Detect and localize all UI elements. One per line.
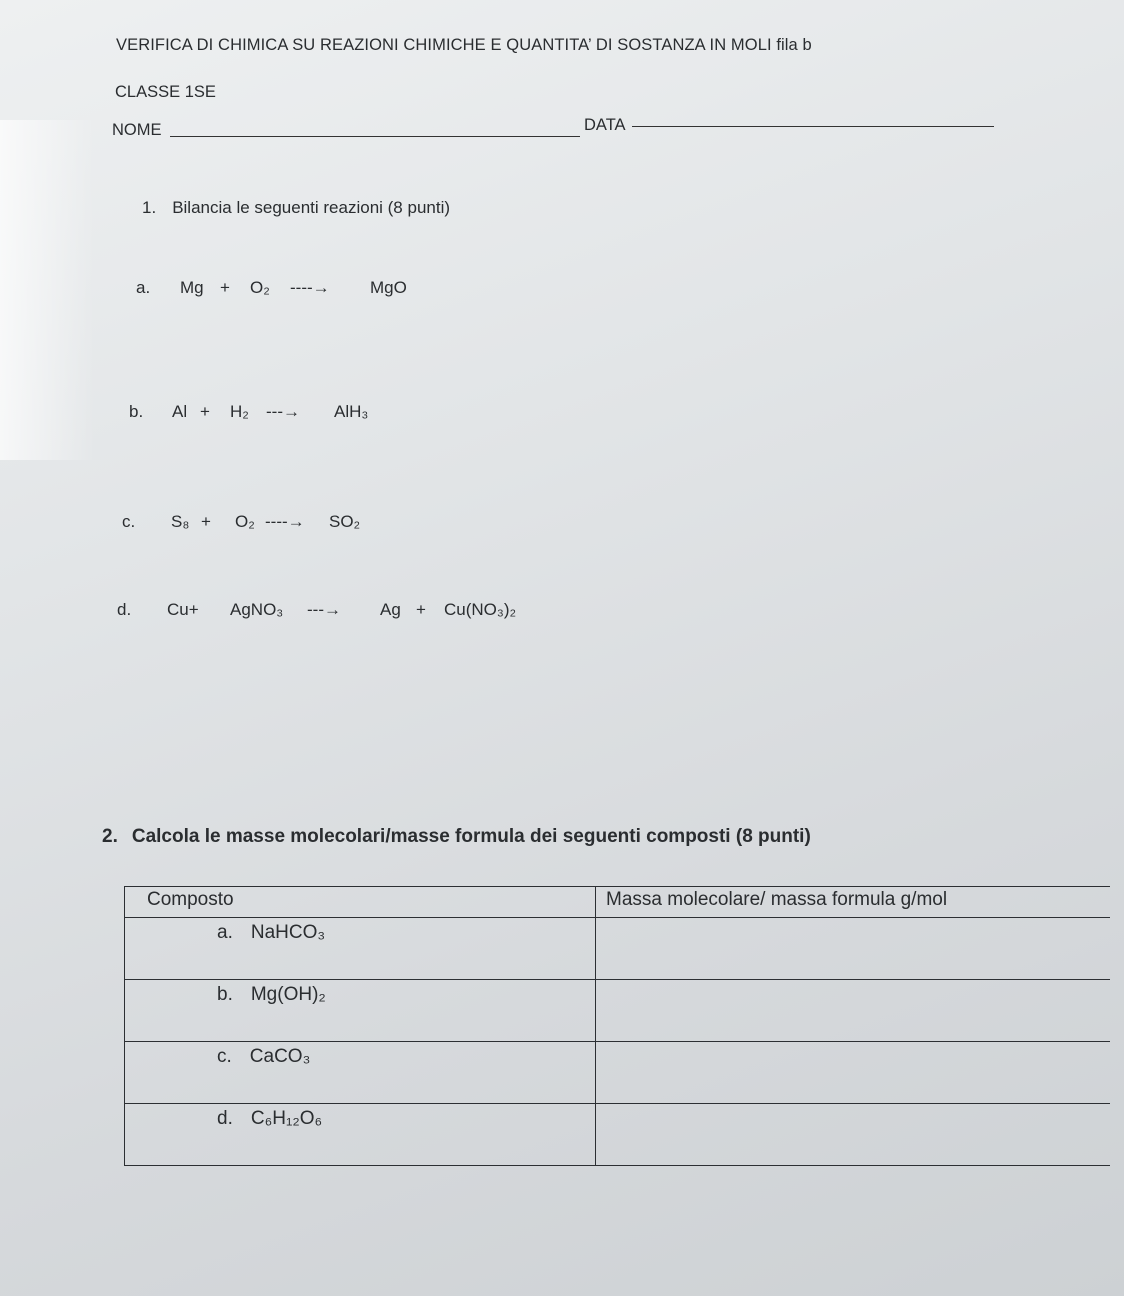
header-mass: Massa molecolare/ massa formula g/mol (596, 887, 1111, 918)
question-1-text: Bilancia le seguenti reazioni (8 punti) (172, 198, 451, 217)
question-1-number: 1. (142, 198, 157, 217)
reaction-d (117, 600, 516, 620)
date-label: DATA (584, 116, 626, 134)
reactant: AgNO₃ (230, 600, 284, 619)
question-1 (142, 198, 450, 218)
reaction-arrow: ----→ (265, 512, 305, 531)
question-2-text: Calcola le masse molecolari/masse formula dei seguenti composti (8 punti) (131, 826, 811, 847)
question-2 (102, 826, 811, 848)
molar-mass-table (124, 886, 1110, 1166)
reaction-a (136, 278, 407, 298)
date-field-line[interactable] (632, 126, 994, 127)
reactant: Al (172, 402, 188, 421)
name-label: NOME (112, 121, 162, 139)
class-label: CLASSE 1SE (115, 83, 216, 101)
reactant: O₂ (250, 278, 270, 297)
plus-sign: + (201, 512, 211, 531)
mass-answer-cell[interactable] (596, 1042, 1111, 1104)
reaction-b (129, 402, 368, 422)
compound-cell (125, 918, 596, 980)
compound-item (217, 922, 325, 944)
table-header-row (125, 887, 1111, 918)
worksheet-title: VERIFICA DI CHIMICA SU REAZIONI CHIMICHE E QUANTITA’ DI SOSTANZA IN MOLI fila b (116, 36, 812, 54)
question-2-number: 2. (102, 826, 118, 847)
reaction-arrow: ----→ (290, 278, 330, 297)
mass-answer-cell[interactable] (596, 1104, 1111, 1166)
table-row (125, 918, 1111, 980)
reactant: H₂ (230, 402, 249, 421)
reactant: O₂ (235, 512, 255, 531)
reaction-label: b. (129, 402, 144, 421)
compound-formula: C₆H₁₂O₆ (250, 1108, 323, 1129)
table-row (125, 1104, 1111, 1166)
plus-sign: + (200, 402, 210, 421)
reactant: Mg (180, 278, 204, 297)
table-row (125, 1042, 1111, 1104)
plus-sign: + (220, 278, 230, 297)
row-letter: d. (217, 1108, 233, 1129)
compound-item (217, 1046, 310, 1068)
compound-cell (125, 980, 596, 1042)
reaction-arrow: ---→ (266, 402, 300, 421)
product: AlH₃ (334, 402, 369, 421)
row-letter: b. (217, 984, 233, 1005)
product: MgO (370, 278, 407, 297)
plus-sign: + (416, 600, 426, 619)
name-field-line[interactable] (170, 136, 580, 137)
compound-item (217, 1108, 322, 1130)
reaction-label: c. (122, 512, 136, 531)
reaction-arrow: ---→ (307, 600, 341, 619)
compound-cell (125, 1042, 596, 1104)
compound-cell (125, 1104, 596, 1166)
product: SO₂ (329, 512, 361, 531)
reaction-label: d. (117, 600, 132, 619)
table-row (125, 980, 1111, 1042)
row-letter: c. (217, 1046, 232, 1067)
reaction-label: a. (136, 278, 151, 297)
mass-answer-cell[interactable] (596, 918, 1111, 980)
paper-glare (0, 120, 95, 460)
compound-formula: NaHCO₃ (250, 922, 326, 943)
mass-answer-cell[interactable] (596, 980, 1111, 1042)
product: Ag (380, 600, 401, 619)
row-letter: a. (217, 922, 233, 943)
header-compound: Composto (125, 887, 596, 918)
reaction-c (122, 512, 360, 532)
compound-formula: CaCO₃ (249, 1046, 311, 1067)
reactant: S₈ (171, 512, 190, 531)
compound-item (217, 984, 326, 1006)
product: Cu(NO₃)₂ (444, 600, 517, 619)
compound-formula: Mg(OH)₂ (250, 984, 326, 1005)
reactant: Cu+ (167, 600, 199, 619)
